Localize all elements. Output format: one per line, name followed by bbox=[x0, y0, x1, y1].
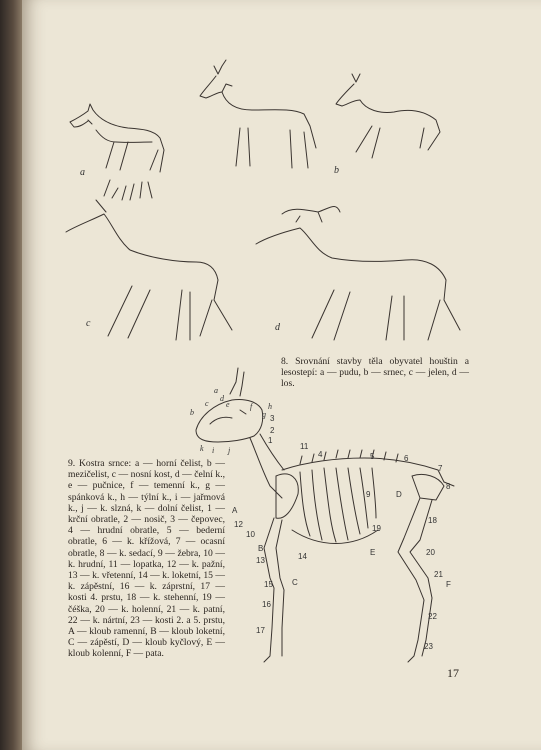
panel-label-a: a bbox=[80, 167, 85, 178]
bone-label-4: 4 bbox=[318, 450, 323, 459]
bone-label-16: 16 bbox=[262, 600, 271, 609]
joint-label-C: C bbox=[292, 578, 298, 587]
bone-label-12: 12 bbox=[234, 520, 243, 529]
bone-label-6: 6 bbox=[404, 454, 409, 463]
panel-label-b: b bbox=[334, 165, 339, 176]
skull-label-i: i bbox=[212, 446, 215, 455]
skull-label-b: b bbox=[190, 408, 194, 417]
joint-label-B: B bbox=[258, 544, 264, 553]
roe-deer-standing-drawing bbox=[200, 60, 316, 168]
joint-label-F: F bbox=[446, 580, 451, 589]
figure-8-caption: 8. Srovnání stavby těla obyvatel houštin a lesostepí: a — pudu, b — srnec, c — jelen, d — los. bbox=[281, 356, 469, 390]
skull-label-c: c bbox=[205, 399, 209, 408]
joint-label-A: A bbox=[232, 506, 238, 515]
bone-label-17: 17 bbox=[256, 626, 265, 635]
skull-label-f: f bbox=[250, 402, 253, 411]
bone-label-11: 11 bbox=[300, 442, 309, 451]
bone-label-2: 2 bbox=[270, 426, 275, 435]
skull-label-h: h bbox=[268, 402, 272, 411]
roe-deer-leaping-drawing bbox=[336, 74, 440, 158]
bone-label-23: 23 bbox=[424, 642, 433, 651]
panel-label-d: d bbox=[275, 322, 280, 333]
bone-label-13: 13 bbox=[256, 556, 265, 565]
skull-label-d: d bbox=[220, 394, 224, 403]
skull-label-e: e bbox=[226, 400, 230, 409]
panel-label-c: c bbox=[86, 318, 91, 329]
bone-label-19: 19 bbox=[372, 524, 381, 533]
bone-label-7: 7 bbox=[438, 464, 443, 473]
figure-9-caption: 9. Kostra srnce: a — horní čelist, b — mezičelist, c — nosní kost, d — čelní k., e — pučnice, f — temenní k., g — spánková k., h — týlní k., i — jařmová k., j — k. slzná, k — dolní čelist, 1 — krční obratle, 2 — nosič, 3 — čepovec, 4 — hrudní obratle, 5 — bederní obratle, 6 — k. křížová, 7 — ocasní obratle, 8 — k. sedací, 9 — žebra, 10 — k. hrudní, 11 — lopatka, 12 — k. pažní, 13 — k. vřetenní, 14 — k. loketní, 15 — k. zápěstní, 16 — k. záprstní, 17 — kosti 4. prstu, 18 — k. stehenní, 19 — čéška, 20 — k. holenní, 21 — k. patní, 22 — k. nártní, 23 — kosti 2. a 5. prstu, A — kloub ramenní, B — kloub loketní, C — zápěstí, D — kloub kyčlový, E — kloub kolenní, F — pata. bbox=[68, 458, 225, 660]
bone-label-5: 5 bbox=[370, 452, 375, 461]
joint-label-E: E bbox=[370, 548, 376, 557]
red-deer-drawing bbox=[66, 180, 232, 340]
joint-label-D: D bbox=[396, 490, 402, 499]
bone-label-3: 3 bbox=[270, 414, 275, 423]
skull-label-k: k bbox=[200, 444, 204, 453]
bone-label-8: 8 bbox=[446, 482, 451, 491]
moose-drawing bbox=[256, 207, 460, 340]
skull-label-j: j bbox=[228, 446, 231, 455]
bone-label-18: 18 bbox=[428, 516, 437, 525]
bone-label-10: 10 bbox=[246, 530, 255, 539]
bone-label-9: 9 bbox=[366, 490, 371, 499]
bone-label-20: 20 bbox=[426, 548, 435, 557]
roe-deer-skeleton-drawing bbox=[196, 368, 454, 662]
skull-label-a: a bbox=[214, 386, 218, 395]
pudu-drawing bbox=[70, 104, 164, 172]
bone-label-14: 14 bbox=[298, 552, 307, 561]
bone-label-1: 1 bbox=[268, 436, 273, 445]
skull-label-g: g bbox=[262, 410, 266, 419]
bone-label-21: 21 bbox=[434, 570, 443, 579]
bone-label-22: 22 bbox=[428, 612, 437, 621]
page-number: 17 bbox=[447, 666, 459, 680]
bone-label-15: 15 bbox=[264, 580, 273, 589]
